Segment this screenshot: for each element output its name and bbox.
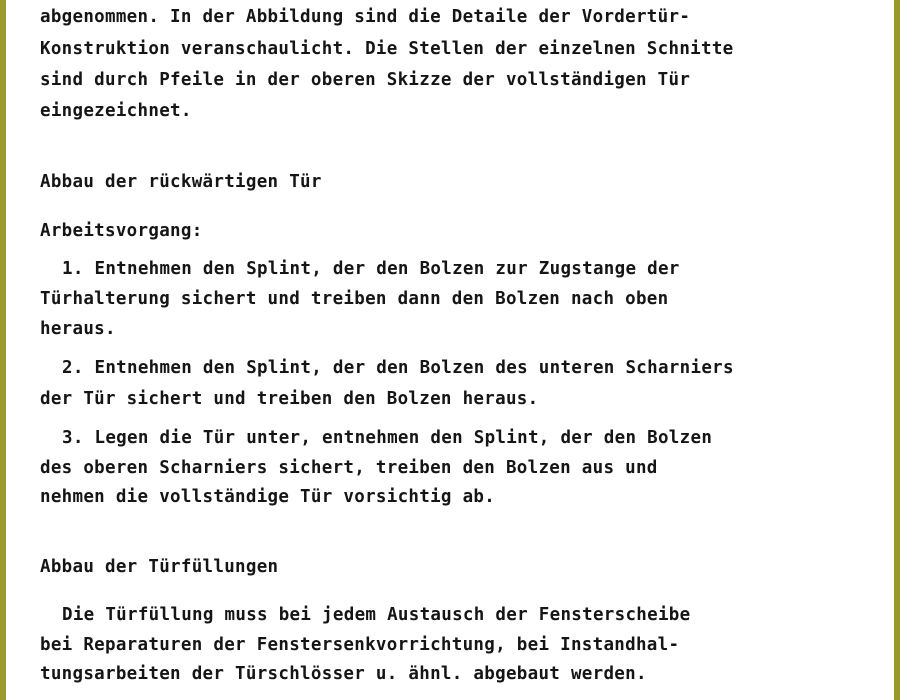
step-line: heraus.: [40, 319, 116, 339]
step-line: 2. Entnehmen den Splint, der den Bolzen des unteren Scharniers: [62, 358, 734, 378]
document-page: [6, 0, 894, 700]
intro-line: Konstruktion veranschaulicht. Die Stellen der einzelnen Schnitte: [40, 39, 734, 59]
step-line: 3. Legen die Tür unter, entnehmen den Splint, der den Bolzen: [62, 428, 713, 448]
step-line: nehmen die vollständige Tür vorsichtig ab.: [40, 487, 496, 507]
intro-line: sind durch Pfeile in der oberen Skizze der vollständigen Tür: [40, 70, 691, 90]
paragraph-line: tungsarbeiten der Türschlösser u. ähnl. abgebaut werden.: [40, 664, 647, 684]
procedure-subheading: Arbeitsvorgang:: [40, 221, 203, 241]
section-heading-rear-door: Abbau der rückwärtigen Tür: [40, 172, 322, 192]
step-line: 1. Entnehmen den Splint, der den Bolzen zur Zugstange der: [62, 259, 680, 279]
step-line: Türhalterung sichert und treiben dann den Bolzen nach oben: [40, 289, 669, 309]
intro-line: abgenommen. In der Abbildung sind die Detaile der Vordertür-: [40, 7, 691, 27]
intro-line: eingezeichnet.: [40, 101, 192, 121]
section-heading-door-panels: Abbau der Türfüllungen: [40, 557, 279, 577]
step-line: des oberen Scharniers sichert, treiben den Bolzen aus und: [40, 458, 658, 478]
paragraph-line: Die Türfüllung muss bei jedem Austausch der Fensterscheibe: [62, 605, 691, 625]
paragraph-line: bei Reparaturen der Fenstersenkvorrichtung, bei Instandhal-: [40, 635, 680, 655]
step-line: der Tür sichert und treiben den Bolzen heraus.: [40, 389, 539, 409]
